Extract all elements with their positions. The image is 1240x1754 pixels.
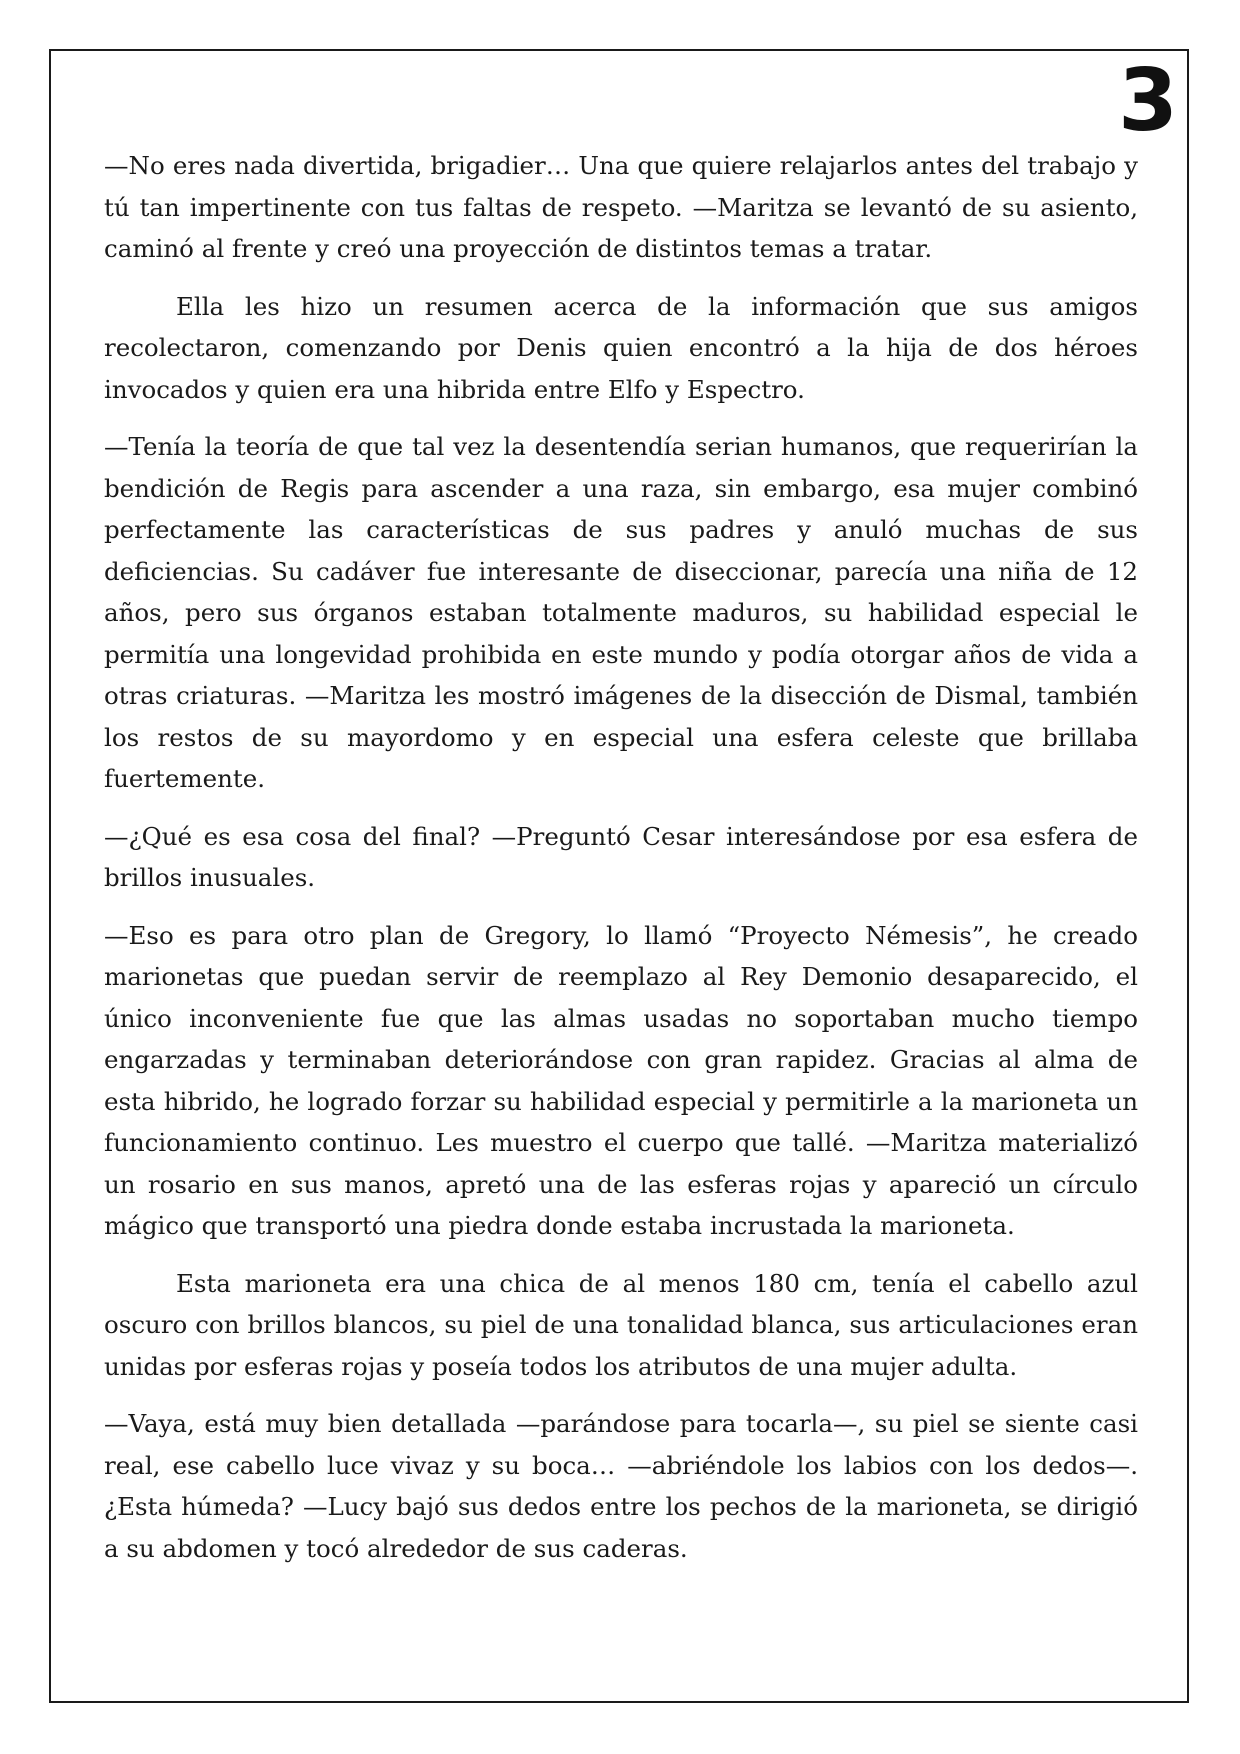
page-number: 3 <box>1118 51 1178 151</box>
body-text <box>104 145 1138 1585</box>
paragraph-2: Ella les hizo un resumen acerca de la información que sus amigos recolectaron, comenzando por Denis quien encontró a la hija de dos héroes invocados y quien era una hibrida entre Elfo y Espectro. <box>104 291 1138 404</box>
paragraph-1: —No eres nada divertida, brigadier… Una que quiere relajarlos antes del trabajo y tú tan impertinente con tus faltas de respeto. —Maritza se levantó de su asiento, caminó al frente y creó una proyección de distintos temas a tratar. <box>104 151 1138 263</box>
paragraph-5: —Eso es para otro plan de Gregory, lo llamó “Proyecto Némesis”, he creado marionetas que puedan servir de reemplazo al Rey Demonio desaparecido, el único inconveniente fue que las almas usadas no soportaban mucho tiempo engarzadas y terminaban deteriorándose con gran rapidez. Gracias al alma de esta hibrido, he logrado forzar su habilidad especial y permitirle a la marioneta un funcionamiento continuo. Les muestro el cuerpo que tallé. —Maritza materializó un rosario en sus manos, apretó una de las esferas rojas y apareció un círculo mágico que transportó una piedra donde estaba incrustada la marioneta. <box>104 920 1138 1240</box>
paragraph-6: Esta marioneta era una chica de al menos 180 cm, tenía el cabello azul oscuro con brillos blancos, su piel de una tonalidad blanca, sus articulaciones eran unidas por esferas rojas y poseía todos los atributos de una mujer adulta. <box>104 1268 1138 1381</box>
paragraph-4: —¿Qué es esa cosa del final? —Preguntó Cesar interesándose por esa esfera de brillos inusuales. <box>104 821 1138 892</box>
paragraph-7: —Vaya, está muy bien detallada —parándose para tocarla—, su piel se siente casi real, ese cabello luce vivaz y su boca… —abriéndole los labios con los dedos—. ¿Esta húmeda? —Lucy bajó sus dedos entre los pechos de la marioneta, se dirigió a su abdomen y tocó alrededor de sus caderas. <box>104 1409 1138 1563</box>
paragraph-3: —Tenía la teoría de que tal vez la desentendía serian humanos, que requerirían la bendición de Regis para ascender a una raza, sin embargo, esa mujer combinó perfectamente las características de sus padres y anuló muchas de sus deficiencias. Su cadáver fue interesante de diseccionar, parecía una niña de 12 años, pero sus órganos estaban totalmente maduros, su habilidad especial le permitía una longevidad prohibida en este mundo y podía otorgar años de vida a otras criaturas. —Maritza les mostró imágenes de la disección de Dismal, también los restos de su mayordomo y en especial una esfera celeste que brillaba fuertemente. <box>104 432 1138 793</box>
